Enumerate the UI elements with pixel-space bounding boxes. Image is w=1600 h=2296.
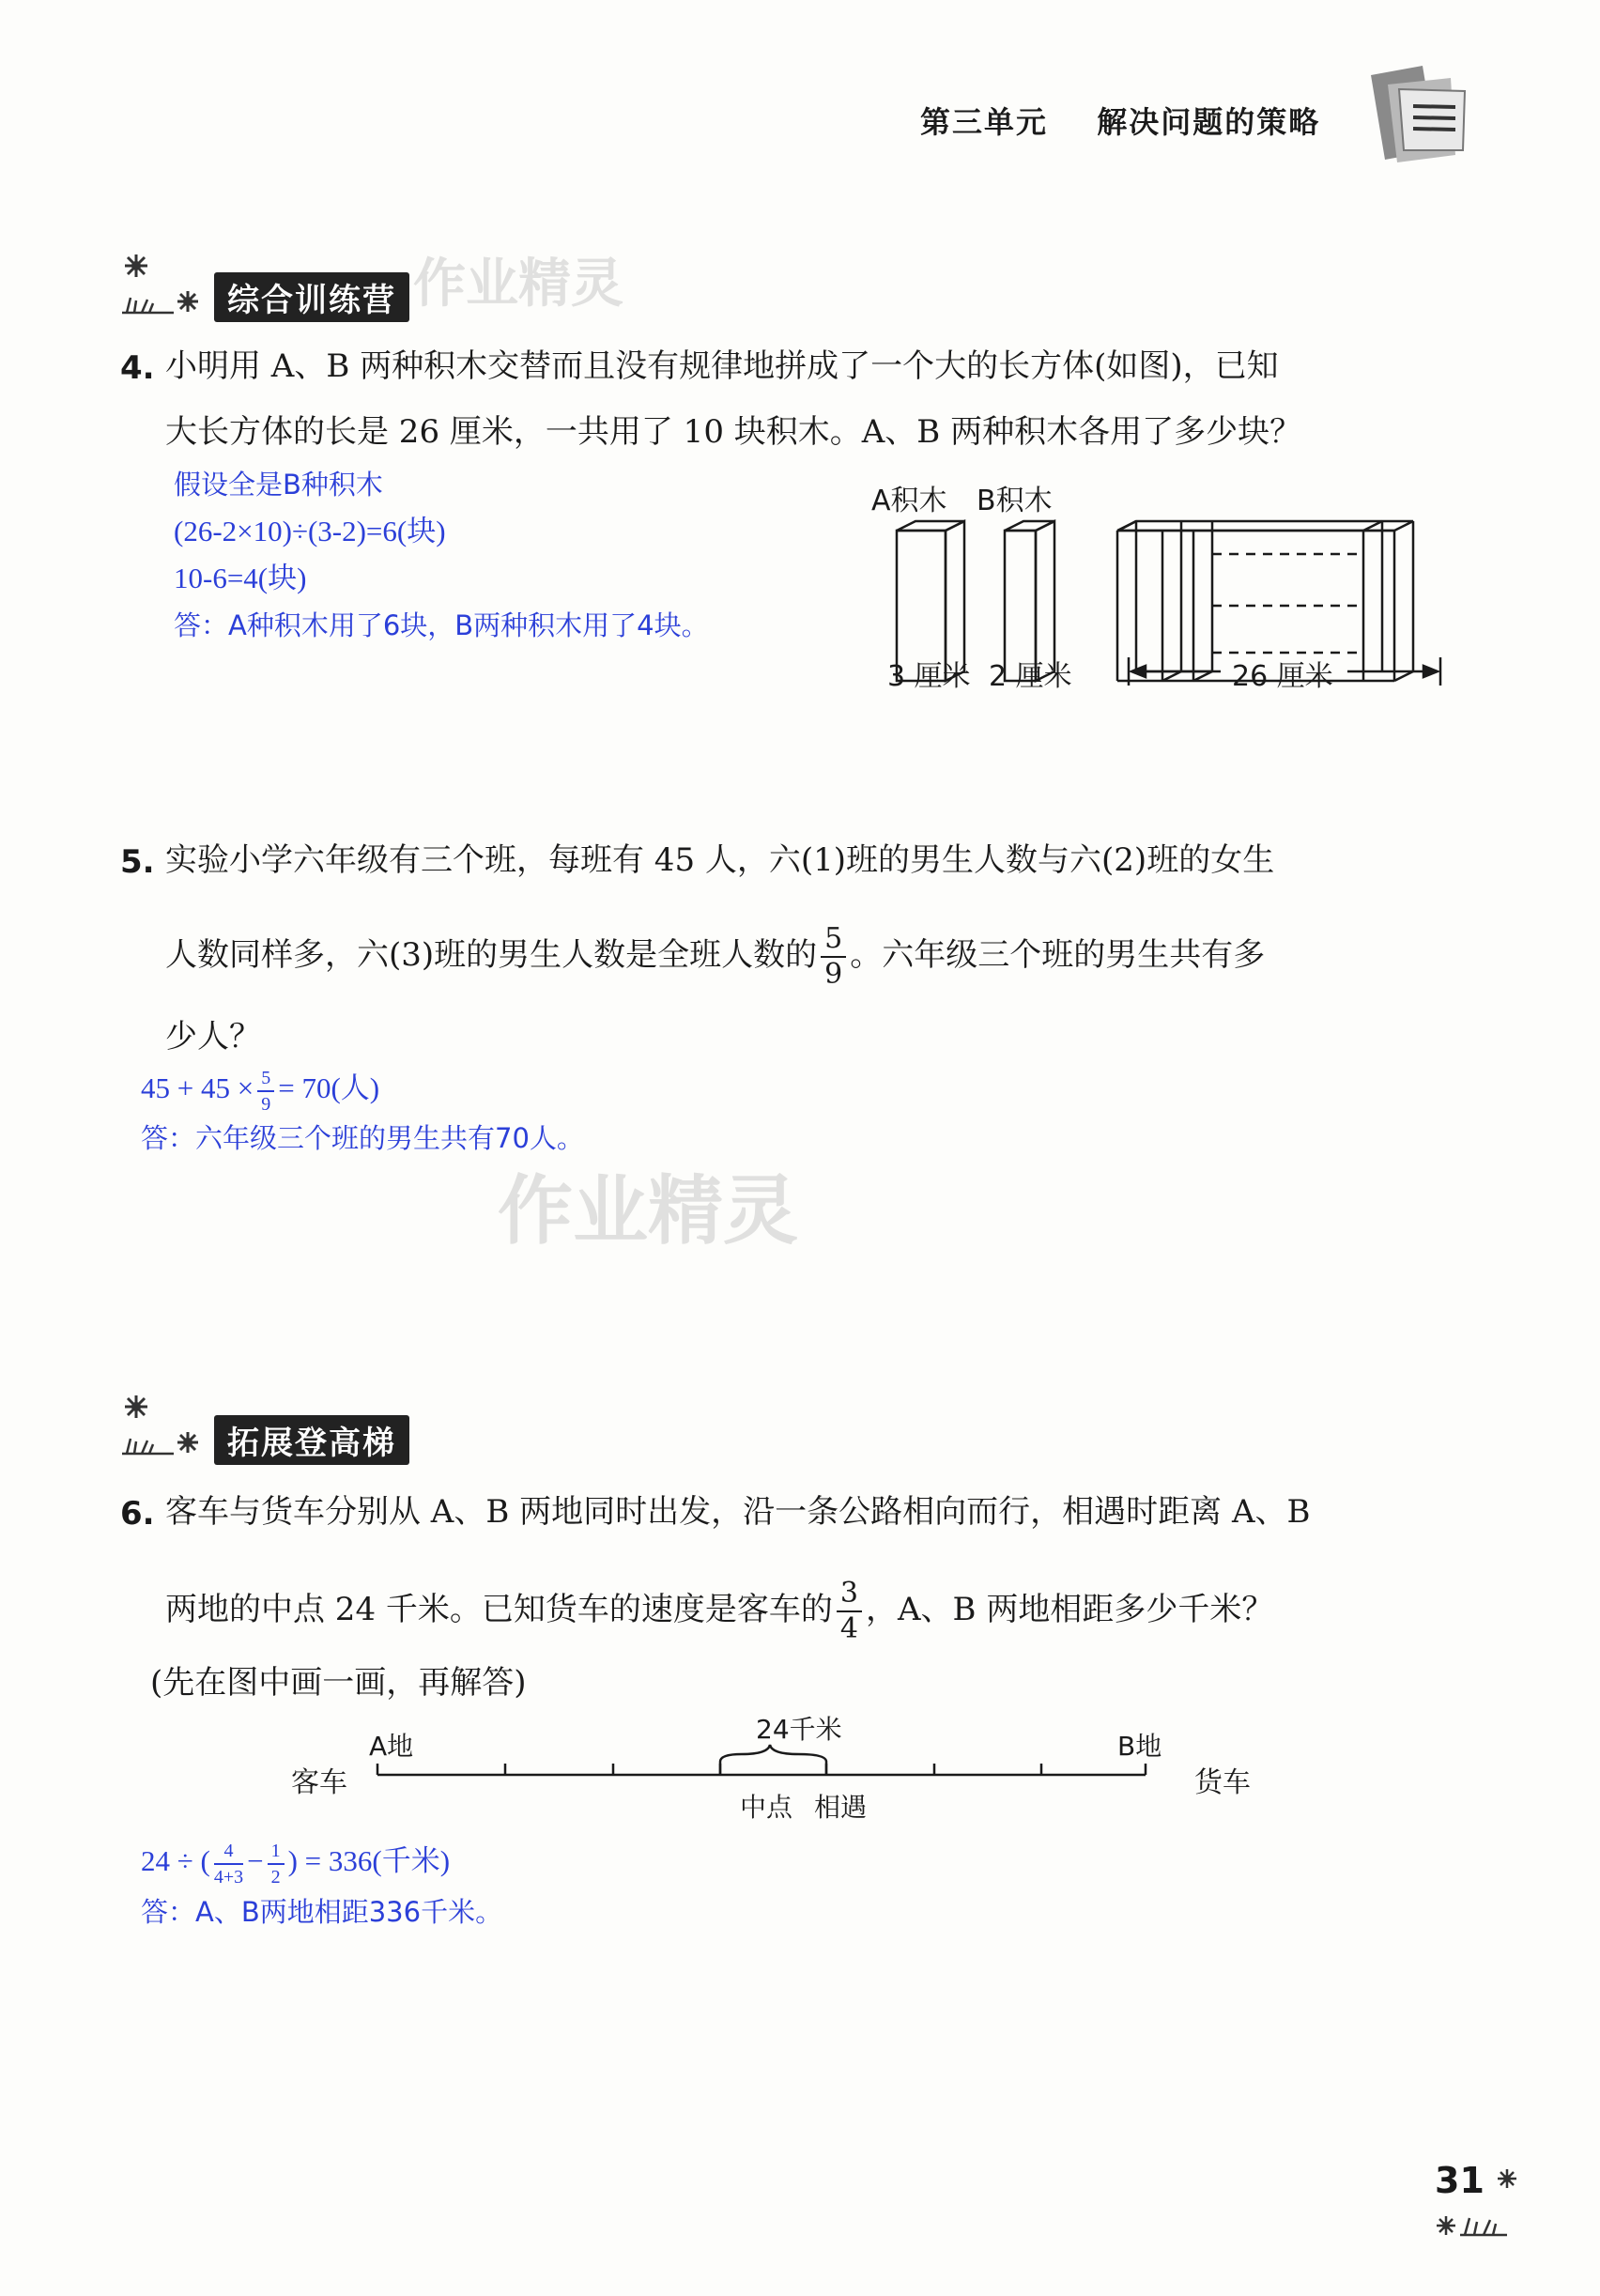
section-title-extension: 拓展登高梯 [214, 1415, 409, 1465]
q6-answer-formula: 24 ÷ ( $\frac{4}{4+3}$ − $\frac{1}{2}$ ) = 336(千米) [141, 1840, 451, 1888]
q6-answer-text: 答：A、B两地相距336千米。 [141, 1896, 503, 1928]
q6-answer-fraction-1: $\frac{4}{4+3}$ [213, 1840, 244, 1888]
flower-decoration-icon [117, 1390, 211, 1460]
q5-fraction: $\frac{5}{9}$ [821, 925, 846, 989]
flower-decoration-icon [117, 249, 211, 319]
q5-line2-start: 人数同样多，六(3)班的男生人数是全班人数的 [165, 936, 818, 974]
q4-answer-4: 答：A种积木用了6块，B两种积木用了4块。 [174, 609, 709, 641]
q5-line2 [165, 922, 1266, 991]
q6-line2-start: 两地的中点 24 千米。已知货车的速度是客车的 [165, 1591, 833, 1628]
page-number: 31 [1435, 2160, 1485, 2201]
q4-line1: 小明用 A、B 两种积木交替而且没有规律地拼成了一个大的长方体(如图)，已知 [165, 347, 1279, 385]
left-vehicle-label: 客车 [291, 1766, 347, 1799]
q6-number: 6. [120, 1495, 155, 1533]
q6-fraction: $\frac{3}{4}$ [837, 1579, 862, 1643]
block-a-label: A积木 [871, 485, 947, 517]
unit-header [920, 99, 1320, 142]
section-title-training: 综合训练营 [214, 272, 409, 322]
q6-answer-fraction-2: $\frac{1}{2}$ [268, 1841, 285, 1887]
left-place-label: A地 [369, 1731, 414, 1762]
total-length-label: 26 厘米 [1232, 660, 1333, 693]
q4-answer-3: 10-6=4(块) [174, 562, 307, 594]
block-a-dimension: 3 厘米 [887, 660, 971, 693]
meet-label: 相遇 [814, 1792, 868, 1823]
unit-title: 解决问题的策略 [1097, 104, 1321, 140]
watermark-small: 作业精灵 [413, 254, 623, 315]
q4-number: 4. [120, 349, 155, 387]
q6-line1: 客车与货车分别从 A、B 两地同时出发，沿一条公路相向而行，相遇时距离 A、B [165, 1493, 1311, 1531]
q6-line2 [165, 1579, 1273, 1643]
q5-line1: 实验小学六年级有三个班，每班有 45 人，六(1)班的男生人数与六(2)班的女生 [165, 841, 1275, 879]
right-place-label: B地 [1117, 1731, 1162, 1762]
gap-label: 24千米 [756, 1714, 842, 1745]
q5-number: 5. [120, 843, 155, 881]
q4-line2: 大长方体的长是 26 厘米，一共用了 10 块积木。A、B 两种积木各用了多少块？ [165, 413, 1302, 451]
road-diagram [376, 1737, 1155, 1789]
midpoint-label: 中点 [740, 1792, 793, 1823]
q6-line3: (先在图中画一画，再解答) [150, 1664, 527, 1702]
q5-line3: 少人？ [165, 1018, 261, 1056]
q5-line2-end: 。六年级三个班的男生共有多 [850, 936, 1266, 974]
q4-answer-1: 假设全是B种积木 [174, 469, 383, 501]
q6-line2-end: ，A、B 两地相距多少千米？ [865, 1591, 1274, 1628]
q5-answer-formula: 45 + 45 × $\frac{5}{9}$ = 70(人) [141, 1067, 380, 1115]
unit-label: 第三单元 [920, 104, 1049, 140]
q4-answer-2: (26-2×10)÷(3-2)=6(块) [174, 515, 446, 547]
watermark-large: 作业精灵 [498, 1167, 798, 1255]
block-b-label: B积木 [977, 485, 1053, 517]
q5-answer-text: 答：六年级三个班的男生共有70人。 [141, 1122, 584, 1154]
right-vehicle-label: 货车 [1194, 1766, 1251, 1799]
flower-decoration-icon [1432, 2160, 1521, 2240]
notebook-icon [1362, 61, 1474, 174]
q5-answer-fraction: $\frac{5}{9}$ [257, 1069, 274, 1114]
block-b-dimension: 2 厘米 [989, 660, 1072, 693]
